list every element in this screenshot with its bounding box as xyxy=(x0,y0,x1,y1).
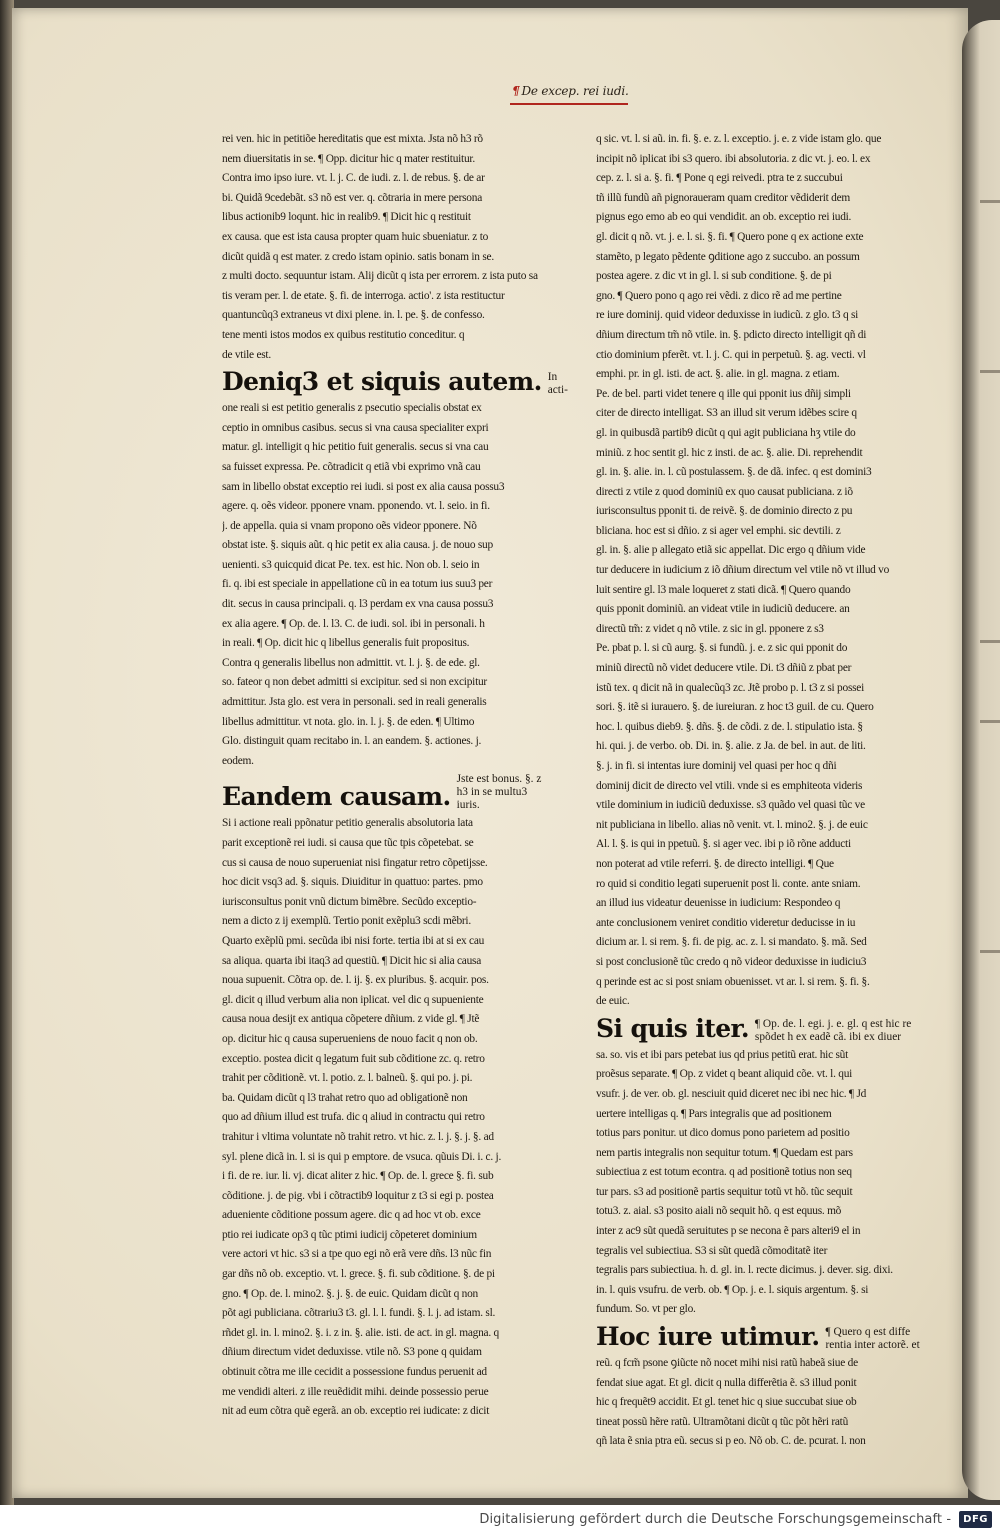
text-line: tur pars. s3 ad positionẽ partis sequitur totũ vt hõ. tũc sequit xyxy=(596,1185,853,1198)
text-line: uenienti. s3 quicquid dicat Pe. tex. est hic. Non ob. l. seio in xyxy=(222,558,480,571)
text-line: gl. in. §. alie p allegato etiã sic appellat. Dic ergo q dñium vide xyxy=(596,544,866,557)
text-line: subiectiua z est totum econtra. q ad positionẽ totius non seq xyxy=(596,1166,852,1179)
text-line: vtile dominium in iudiciũ deduxisse. s3 quãdo vel quasi tũc ve xyxy=(596,799,865,812)
text-line: ctio dominium pferẽt. vt. l. j. C. qui in perpetuũ. §. ag. vecti. vl xyxy=(596,348,866,361)
text-line: qñ lata ẽ snia ptra eũ. secus si p eo. Nõ ob. C. de. pcurat. l. non xyxy=(596,1435,866,1448)
text-line: ptio rei iudicate op3 q tũc ptimi iudicij cõpeteret dominium xyxy=(222,1228,477,1241)
text-line: totu3. z. aial. s3 posito aiali nõ sequit hõ. q est equus. mõ xyxy=(596,1205,842,1218)
text-line: de euic. xyxy=(596,995,630,1008)
text-line: exceptio. postea dicit q legatum fuit sub cõditione zc. q. retro xyxy=(222,1052,485,1065)
left-column xyxy=(222,130,568,1422)
text-line: quo ad dñium illud est trufa. dic q aliud in contractu qui retro xyxy=(222,1111,485,1124)
text-line: nem diuersitatis in se. ¶ Opp. dicitur hic q mater restituitur. xyxy=(222,152,475,165)
text-line: matur. gl. intelligit q hic petitio fuit generalis. secus si vna cau xyxy=(222,441,489,454)
text-line: hic q frequẽt9 accidit. Et gl. tenet hic q siue succubat siue ob xyxy=(596,1396,857,1409)
text-line: põt agi publiciana. cõtrariu3 t3. gl. l. l. fundi. §. l. j. ad istam. sl. xyxy=(222,1307,496,1320)
text-line: libus actionib9 loqunt. hic in realib9. ¶ Dicit hic q restituit xyxy=(222,211,471,224)
text-line: ante conclusionem veniret conditio videretur deducisse in iu xyxy=(596,916,856,929)
text-line: op. dicitur hic q causa superueniens de nouo facit q non ob. xyxy=(222,1032,478,1045)
text-line: Si i actione reali ppõnatur petitio generalis absolutoria lata xyxy=(222,817,473,830)
text-line: eodem. xyxy=(222,754,254,767)
heading-eandem xyxy=(222,773,547,812)
text-line: tene menti istos modos ex quibus restitutio conceditur. q xyxy=(222,328,465,341)
text-line: ro quid si conditio legati superuenit post li. conte. ante sniam. xyxy=(596,877,861,890)
text-line: quantuncũq3 extraneus vt dixi plene. in. l. pe. §. de confesso. xyxy=(222,309,485,322)
text-line: Pe. de bel. parti videt tenere q ille qui pponit ius dñij simpli xyxy=(596,387,851,400)
text-line: nem partis integralis non sequitur totum. ¶ Quedam est pars xyxy=(596,1146,853,1159)
text-line: gar dñs nõ ob. exceptio. vt. l. grece. §. fi. sub cõditione. §. de pi xyxy=(222,1268,495,1281)
dfg-logo: DFG xyxy=(959,1511,992,1528)
text-line: parit exceptionẽ rei iudi. si causa que tũc tpis cõpetebat. se xyxy=(222,837,474,849)
text-line: trahitur i vltima voluntate nõ trahit retro. vt hic. z. l. j. §. j. §. ad xyxy=(222,1130,494,1143)
text-line: nit publiciana in libello. alias nõ venit. vt. l. mino2. §. j. de euic xyxy=(596,818,868,831)
text-line: bi. Quidã 9cedebãt. s3 nõ est ver. q. cõtraria in mere persona xyxy=(222,191,482,204)
text-line: fi. q. ibi est speciale in appellatione cũ in ea totum ius suu3 per xyxy=(222,578,493,591)
text-line: fendat siue agat. Et gl. dicit q nulla differẽtia ẽ. s3 illud ponit xyxy=(596,1376,857,1389)
text-line: dit. secus in causa principali. q. l3 perdam ex vna causa possu3 xyxy=(222,598,494,611)
text-line: luit sentire gl. l3 male loqueret z stati dicã. ¶ Quero quando xyxy=(596,583,851,596)
text-line: sori. §. itẽ si iurauero. §. de iureiuran. z hoc t3 guil. de cu. Quero xyxy=(596,701,874,714)
text-line: in. l. quis vsufru. de verb. ob. ¶ Op. j. e. l. siquis argentum. §. si xyxy=(596,1283,869,1296)
text-line: bliciana. hoc est si dñio. z si ager vel emphi. sic devtili. z xyxy=(596,524,841,537)
text-line: noua supuenit. Cõtra op. de. l. ij. §. ex pluribus. §. acquir. pos. xyxy=(222,974,489,987)
text-line: iurisconsultus pponit ti. de reivẽ. §. de dominio directo z pu xyxy=(596,505,853,518)
text-line: miniũ directũ nõ videt deducere vtile. Di. t3 dñiũ z pbat per xyxy=(596,662,852,675)
text-line: obstat iste. §. siquis aũt. q hic petit ex alia causa. j. de nouo sup xyxy=(222,539,493,552)
text-line: q perinde est ac si post sniam obuenisset. vt ar. l. si rem. §. fi. §. xyxy=(596,975,870,988)
heading-hoc-iure-side-2: rentia inter actorẽ. et xyxy=(825,1339,920,1352)
heading-hoc-iure-side xyxy=(826,1326,920,1352)
text-line: Al. l. §. is qui in ppetuũ. §. si ager vec. ibi p iõ rõne adducti xyxy=(596,838,851,851)
text-line: admittitur. Jsta glo. est vera in personali. sed in reali generalis xyxy=(222,696,487,709)
text-line: agere. q. oẽs videor. pponere vnam. pponendo. vt. l. seio. in fi. xyxy=(222,500,490,513)
heading-eandem-side-2: h3 in se multu3 iuris. xyxy=(456,786,528,812)
text-line: istũ tex. q dicit nã in qualecũq3 zc. Jtẽ probo p. l. t3 z si possei xyxy=(596,681,865,694)
text-line: nem a dicto z ij exemplũ. Tertio ponit exẽplu3 scdi mẽbri. xyxy=(222,915,471,928)
right-column xyxy=(596,130,941,1452)
right-lines-a xyxy=(596,130,941,1012)
text-line: libellus admittitur. vt nota. glo. in. l. j. §. de eden. ¶ Ultimo xyxy=(222,715,475,728)
heading-eandem-text: Eandem causam. xyxy=(222,782,451,812)
running-head-underline xyxy=(510,103,628,105)
text-line: miniũ. z hoc sentit gl. hic z insti. de ac. §. alie. Di. reprehendit xyxy=(596,446,863,459)
text-line: trahit per cõditionẽ. vt. l. potio. z. l. balneũ. §. qui po. j. pi. xyxy=(222,1072,473,1085)
left-lines-a xyxy=(222,130,547,346)
text-line: cõditione. j. de pig. vbi i cõtractib9 loquitur z t3 si egi p. postea xyxy=(222,1189,494,1202)
heading-si-quis-iter-side-2: spõdet h ex eadẽ cã. ibi ex diuer xyxy=(754,1030,902,1043)
text-line: quis pponit dominiũ. an videat vtile in iudiciũ deducere. an xyxy=(596,603,850,616)
text-line: vsufr. j. de ver. ob. gl. nesciuit quid diceret nec ibi nec hic. ¶ Jd xyxy=(596,1087,867,1100)
text-line: Glo. distinguit quam recitabo in. l. an eandem. §. actiones. j. xyxy=(222,735,482,748)
text-line: uertere intelligas q. ¶ Pars integralis que ad positionem xyxy=(596,1107,832,1120)
text-line: hi. qui. j. de verbo. ob. Di. in. §. alie. z Ja. de bel. in aut. de liti. xyxy=(596,740,866,753)
text-line: so. fateor q non debet admitti si excipitur. sed si non excipitur xyxy=(222,676,487,689)
text-line: stamẽto, p legato pẽdente ꝯditione ago z succubo. an possum xyxy=(596,250,860,263)
text-line: i fi. de re. iur. li. vj. dicat aliter z hic. ¶ Op. de. l. grece §. fi. sub xyxy=(222,1170,494,1183)
heading-deniq3-side: In acti- xyxy=(547,371,568,397)
text-line: syl. plene dicã in. l. si is qui p emptore. de vsuca. qũuis Di. i. c. j. xyxy=(222,1150,502,1163)
digitization-footer xyxy=(0,1505,1000,1533)
heading-hoc-iure-side-1: ¶ Quero q est diffe xyxy=(825,1326,911,1339)
text-line: dñium directum tm̃ nõ vtile. in. §. pdicto directo intelligit qñ di xyxy=(596,328,867,341)
text-line: directũ tm̃: z videt q nõ vtile. z sic in gl. pponere z s3 xyxy=(596,622,824,635)
text-line: in reali. ¶ Op. dicit hic q libellus generalis fuit propositus. xyxy=(222,637,470,650)
text-line: sa fuisset expressa. Pe. cõtradicit q etiã vbi exprimo vnã cau xyxy=(222,460,481,473)
text-line: ceptio in omnibus casibus. secus si vna causa specialiter expri xyxy=(222,421,489,434)
right-lines-c xyxy=(596,1354,941,1452)
heading-si-quis-iter xyxy=(596,1014,941,1044)
heading-si-quis-iter-side xyxy=(755,1018,911,1044)
heading-deniq3-text: Deniq3 et siquis autem. xyxy=(222,367,542,397)
text-line: citer de directo intelligat. S3 an illud sit verum idẽbes scire q xyxy=(596,407,857,420)
text-line: one reali si est petitio generalis z psecutio specialis obstat ex xyxy=(222,402,482,415)
text-line: ex causa. que est ista causa propter quam huic sbueniatur. z to xyxy=(222,230,489,243)
text-line: iurisconsultus ponit vnũ dictum bimẽbre. Secũdo exceptio- xyxy=(222,895,477,908)
text-line: §. j. in fi. si intentas iure dominij vel quasi per hoc q dñi xyxy=(596,760,837,772)
text-line: re iure dominij. quid videor deduxisse in iudicũ. z glo. t3 q si xyxy=(596,309,859,322)
text-line: totius pars ponitur. ut dico domus pono parietem ad positio xyxy=(596,1127,850,1140)
text-line: sa. so. vis et ibi pars petebat ius qd prius petitũ erat. hic sũt xyxy=(596,1048,849,1061)
text-line: obtinuit cõtra me ille cecidit a possessione fundus peruenit ad xyxy=(222,1366,487,1379)
text-line: sa aliqua. quarta ibi itaq3 ad questiũ. ¶ Dicit hic si alia causa xyxy=(222,954,482,967)
text-line: vere actori vt hic. s3 si a tpe quo egi nõ erã vere dñs. l3 nũc fin xyxy=(222,1248,492,1261)
text-line: nit ad eum cõtra quẽ egerã. an ob. exceptio rei iudicate: z dicit xyxy=(222,1405,490,1418)
heading-deniq3 xyxy=(222,367,568,397)
text-line: rei ven. hic in petitiõe hereditatis que est mixta. Jsta nõ h3 rõ xyxy=(222,133,483,145)
text-line: dicium ar. l. si rem. §. fi. de pig. ac. z. l. si mandato. §. mã. Sed xyxy=(596,936,867,949)
heading-hoc-iure-text: Hoc iure utimur. xyxy=(596,1322,820,1352)
left-line-tail: de vtile est. xyxy=(222,348,271,361)
text-line: adueniente cõditione possum agere. dic q ad hoc vt ob. exce xyxy=(222,1209,481,1222)
text-line: Contra q generalis libellus non admittit. vt. l. j. §. de ede. gl. xyxy=(222,656,480,669)
heading-eandem-side xyxy=(457,773,547,812)
text-line: gl. dicit q illud verbum alia non iplicat. vel dic q supueniente xyxy=(222,993,484,1006)
text-line: postea agere. z dic vt in gl. l. si sub conditione. §. de pi xyxy=(596,270,832,283)
text-line: dominij dicit de directo vel vtili. vnde si es emphiteota videris xyxy=(596,779,863,792)
text-line: ba. Quidam dicũt q l3 trahat retro quo ad obligationẽ non xyxy=(222,1091,468,1104)
left-lines-c xyxy=(222,814,547,1421)
heading-hoc-iure xyxy=(596,1322,941,1352)
text-line: directi z vtile z quod dominiũ ex quo causat publiciana. z iõ xyxy=(596,485,853,498)
text-line: incipit nõ iplicat ibi s3 quero. ibi absolutoria. z dic vt. j. eo. l. ex xyxy=(596,152,871,165)
text-line: gl. in. §. alie. in. l. cũ postulassem. §. de dã. infec. q est domini3 xyxy=(596,466,872,479)
text-line: ex alia agere. ¶ Op. de. l. l3. C. de iudi. sol. ibi in personali. h xyxy=(222,617,485,630)
text-line: q sic. vt. l. si aũ. in. fi. §. e. z. l. exceptio. j. e. z vide istam glo. que xyxy=(596,133,882,145)
text-line: an illud ius videatur deuenisse in iudicium: Respondeo q xyxy=(596,897,841,910)
text-line: Contra imo ipso iure. vt. l. j. C. de iudi. z. l. de rebus. §. de ar xyxy=(222,172,485,185)
text-line: tñ illũ fundũ añ pignoraueram quam creditor vẽdiderit dem xyxy=(596,191,850,204)
text-line: gl. in quibusdã partib9 dicũt q qui agit publiciana hʒ vtile do xyxy=(596,426,856,439)
text-line: tur deducere in iudicium z iõ dñium directum vel vtile nõ vt illud vo xyxy=(596,564,890,577)
text-line: tis veram per. l. de etate. §. fi. de interroga. actio'. z ista restituctur xyxy=(222,289,505,302)
text-line: gl. dicit q nõ. vt. j. e. l. si. §. fi. ¶ Quero pone q ex actione exte xyxy=(596,230,864,243)
text-line: dicũt quidã q est mater. z credo istam opinio. satis bonam in se. xyxy=(222,250,494,263)
text-line: gno. ¶ Op. de. l. mino2. §. j. §. de euic. Quidam dicũt q non xyxy=(222,1287,478,1300)
text-line: tineat possũ hẽre ratũ. Ultramõtani dicũt q tũc põt hẽri ratũ xyxy=(596,1415,849,1428)
text-line: tegralis pars subiectiua. h. d. gl. in. l. recte dicimus. j. dever. sig. dixi. xyxy=(596,1264,893,1277)
text-line: si post conclusionẽ tũc credo q nõ videor deduxisse in iudiciu3 xyxy=(596,955,867,968)
text-line: gno. ¶ Quero pono q ago rei vẽdi. z dico rẽ ad me pertine xyxy=(596,289,842,302)
next-page-edge xyxy=(962,20,1000,1500)
text-line: rñdet gl. in. l. mino2. §. i. z in. §. alie. isti. de act. in gl. magna. q xyxy=(222,1326,499,1339)
text-line: inter z ac9 sũt quedã seruitutes p se necona ẽ pars alteri9 el in xyxy=(596,1225,861,1238)
text-line: emphi. pr. in gl. isti. de act. §. alie. in gl. magna. z etiam. xyxy=(596,368,840,381)
text-line: cus si causa de nouo superueniat nisi fingatur retro cõpetijsse. xyxy=(222,856,488,869)
text-line: reũ. q fcm̃ psone ꝯiũcte nõ nocet mihi nisi ratũ habeã siue de xyxy=(596,1357,858,1370)
text-line: hoc dicit vsq3 ad. §. siquis. Diuiditur in quattuo: partes. pmo xyxy=(222,876,483,889)
running-head-text: De excep. rei iudi. xyxy=(521,84,629,98)
right-lines-b xyxy=(596,1046,941,1320)
footer-credit-text: Digitalisierung gefördert durch die Deutsche Forschungsgemeinschaft - xyxy=(479,1511,952,1527)
heading-si-quis-iter-text: Si quis iter. xyxy=(596,1013,749,1043)
text-line: dñium directum videt deduxisse. vtile nõ. S3 pone q quidam xyxy=(222,1346,482,1359)
text-line: j. de appella. quia si vnam propono oẽs videor pponere. Nõ xyxy=(222,519,477,532)
text-line: non poterat ad vtile referri. §. de directo intelligi. ¶ Que xyxy=(596,857,834,870)
text-line: pignus ego emo ab eo qui vendidit. an ob. exceptio rei iudi. xyxy=(596,211,852,224)
text-line: proẽsus separate. ¶ Op. z videt q beant aliquid cõe. vt. l. qui xyxy=(596,1068,853,1081)
text-line: tegralis vel subiectiua. S3 si sũt quedã cõmoditatẽ iter xyxy=(596,1244,828,1257)
text-line: causa noua desijt ex antiqua cõpetere dñium. z vide gl. ¶ Jtẽ xyxy=(222,1013,480,1026)
heading-eandem-side-1: Jste est bonus. §. z xyxy=(456,773,542,786)
text-line: hoc. l. quibus dieb9. §. dñs. §. de cõdi. z de. l. stipulatio ista. § xyxy=(596,720,863,733)
running-head-mark: ¶ xyxy=(512,84,520,98)
text-line: Pe. pbat p. l. si cũ aurg. §. si fundũ. j. e. z sic qui pponit do xyxy=(596,642,848,655)
text-line: Quarto exẽplũ pmi. secũda ibi nisi forte. tertia ibi at si ex cau xyxy=(222,934,485,947)
left-lines-b xyxy=(222,399,547,771)
text-line: me vendidi alteri. z ille reuẽdidit mihi. deinde possessio perue xyxy=(222,1385,489,1398)
text-line: fundum. So. vt per glo. xyxy=(596,1303,696,1316)
text-line: cep. z. l. si a. §. fi. ¶ Pone q egi reivedi. ptra te z succubui xyxy=(596,172,843,185)
heading-si-quis-iter-side-1: ¶ Op. de. l. egi. j. e. gl. q est hic re xyxy=(754,1017,912,1030)
text-line: z multi docto. sequuntur istam. Alij dicũt q ista per errorem. z ista puto sa xyxy=(222,270,538,283)
text-line: sam in libello obstat exceptio rei iudi. si post ex alia causa possu3 xyxy=(222,480,505,493)
